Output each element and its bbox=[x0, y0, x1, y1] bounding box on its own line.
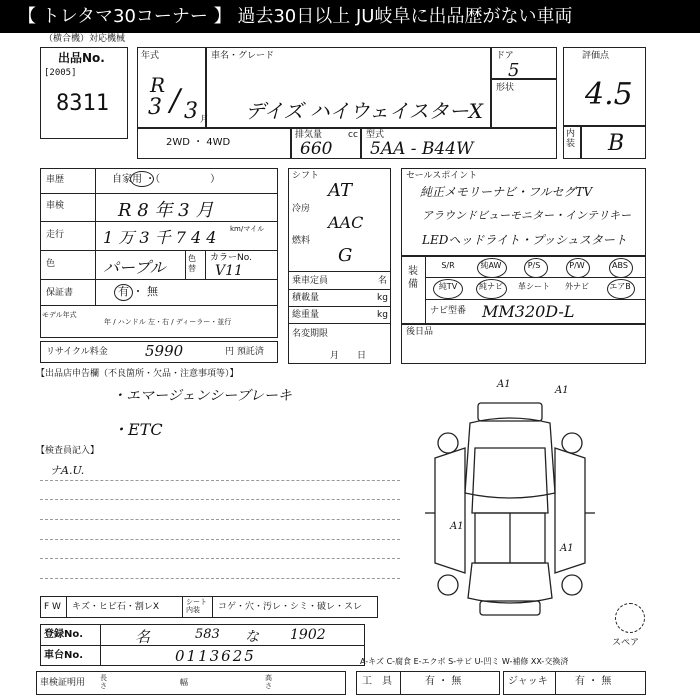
spare-label: スペア bbox=[612, 638, 640, 648]
auction-sheet bbox=[0, 33, 700, 700]
length-label: 長さ bbox=[100, 674, 107, 690]
sales-line-3: LEDヘッドライト・プッシュスタート bbox=[422, 233, 627, 247]
load-label: 積載量 bbox=[292, 293, 320, 303]
circle-abs bbox=[609, 258, 633, 278]
recycle-label: リサイクル料金 bbox=[46, 347, 108, 357]
reg-class: 583 bbox=[195, 627, 220, 642]
handle-label: 年 / ハンドル 左・右 / ディーラー・並行 bbox=[104, 318, 232, 326]
after-box bbox=[401, 324, 646, 364]
weight-unit: kg bbox=[377, 310, 388, 320]
banner-text: 【 トレタマ30コーナー 】 過去30日以上 JU岐阜に出品歴がない車両 bbox=[18, 6, 573, 27]
windshield bbox=[472, 448, 548, 513]
fuel-value: G bbox=[338, 245, 353, 266]
sales-line-2: アラウンドビューモニター・インテリキー bbox=[422, 209, 631, 222]
color-code-label: カラーNo. bbox=[210, 253, 252, 263]
equip-pw: P/W bbox=[569, 261, 585, 270]
declaration-line-2: ・ETC bbox=[112, 420, 163, 439]
mileage-label: 走行 bbox=[46, 230, 65, 240]
fuel-label: 燃料 bbox=[292, 236, 311, 246]
jack-value: 有 ・ 無 bbox=[575, 676, 612, 687]
declaration-label: 【出品店申告欄（不良箇所・欠品・注意事項等）】 bbox=[36, 369, 239, 379]
equipment-label: 装備 bbox=[408, 266, 418, 290]
reg-area: 名 bbox=[135, 628, 151, 646]
reg-number: 1902 bbox=[290, 627, 326, 643]
height-label: 高さ bbox=[265, 674, 272, 690]
color-label: 色 bbox=[46, 259, 56, 269]
interior-value: B bbox=[608, 131, 625, 156]
era-value: R bbox=[150, 73, 166, 97]
reg-no-label: 登録No. bbox=[44, 629, 84, 640]
year-value: 3 bbox=[148, 95, 162, 120]
circle-tv bbox=[433, 279, 463, 299]
doors-label: ドア bbox=[496, 51, 514, 61]
equip-abs: ABS bbox=[612, 261, 628, 270]
inspector-note: ナA.U. bbox=[50, 464, 85, 477]
rear-right-wheel bbox=[562, 575, 582, 595]
seat-legend: コゲ・穴・汚レ・シミ・破レ・スレ bbox=[218, 602, 363, 612]
mileage-unit: km/マイル bbox=[230, 225, 265, 233]
right-side bbox=[555, 448, 585, 573]
fw-legend: キズ・ヒビ石・割レX bbox=[72, 602, 159, 612]
equip-ps: P/S bbox=[527, 261, 541, 270]
damage-mark-1: A1 bbox=[497, 379, 511, 390]
top-banner bbox=[0, 0, 700, 33]
left-side bbox=[435, 448, 465, 573]
fw-label: F W bbox=[44, 602, 61, 612]
load-unit: kg bbox=[377, 293, 388, 303]
lot-number: 8311 bbox=[56, 91, 109, 116]
year-slash: / bbox=[170, 83, 181, 118]
doors-value: 5 bbox=[508, 60, 520, 81]
shift-value: AT bbox=[328, 180, 353, 201]
sales-label: セールスポイント bbox=[406, 171, 478, 181]
lot-year: [2005] bbox=[44, 68, 77, 78]
reg-kana: な bbox=[245, 629, 259, 645]
recycle-value: 5990 bbox=[145, 342, 184, 360]
circle-ps bbox=[524, 258, 548, 278]
prev-label: （横合機）対応機械 bbox=[44, 34, 126, 44]
inspection-label: 車検 bbox=[46, 201, 65, 211]
front-right-wheel bbox=[562, 433, 582, 453]
cc-label: cc bbox=[348, 130, 358, 140]
year-label: 年式 bbox=[141, 51, 160, 61]
tools-label: 工 具 bbox=[362, 676, 392, 687]
equip-leather: 革シート bbox=[518, 282, 550, 291]
model-label: 型式 bbox=[366, 130, 385, 140]
color-change-label: 色替 bbox=[188, 254, 196, 273]
color-code-value: V11 bbox=[215, 263, 243, 279]
rear-left-wheel bbox=[438, 575, 458, 595]
score-label: 評価点 bbox=[582, 51, 610, 61]
capacity-label: 乗車定員 bbox=[292, 276, 329, 286]
equip-airbag: エアB bbox=[609, 282, 631, 291]
damage-mark-2: A1 bbox=[555, 385, 569, 396]
ac-label: 冷房 bbox=[292, 204, 311, 214]
chassis-value: 0113625 bbox=[175, 647, 256, 665]
model-year-label: モデル年式 bbox=[42, 311, 77, 319]
after-label: 後日品 bbox=[406, 327, 434, 337]
width-label: 幅 bbox=[180, 678, 188, 687]
jack-label: ジャッキ bbox=[508, 676, 548, 687]
declaration-line-1: ・エマージェンシーブレーキ bbox=[112, 388, 292, 404]
circle-pw bbox=[566, 258, 590, 278]
circle-navi bbox=[476, 279, 507, 299]
navi-model-label: ナビ型番 bbox=[430, 306, 467, 316]
mileage-value: 1 万 3 千 7 4 4 bbox=[103, 228, 217, 247]
cert-label: 車検証明用 bbox=[40, 678, 86, 688]
lot-label: 出品No. bbox=[58, 51, 105, 65]
reg-change-unit: 月 日 bbox=[330, 351, 367, 361]
warranty-value: 有 ・ 無 bbox=[118, 285, 158, 298]
circle-aw bbox=[477, 258, 507, 278]
history-label: 車歴 bbox=[46, 175, 65, 185]
color-value: パープル bbox=[103, 258, 166, 277]
equip-ext-navi: 外ナビ bbox=[565, 282, 589, 291]
interior-label: 内装 bbox=[566, 129, 576, 149]
damage-mark-3: A1 bbox=[450, 521, 464, 532]
rear-body bbox=[468, 563, 552, 603]
inspector-label: 【検査員記入】 bbox=[36, 446, 100, 456]
sales-line-1: 純正メモリーナビ・フルセグTV bbox=[420, 185, 593, 199]
ac-value: AAC bbox=[328, 213, 364, 232]
capacity-unit: 名 bbox=[378, 276, 388, 286]
equip-navi: 純ナビ bbox=[479, 282, 503, 291]
history-value: 自家用 ・（ ） bbox=[112, 174, 221, 185]
front-left-wheel bbox=[438, 433, 458, 453]
month-unit: 月 bbox=[200, 115, 210, 125]
seat-label: シート内装 bbox=[186, 598, 207, 614]
inspection-value: R 8 年 3 月 bbox=[118, 200, 214, 221]
damage-mark-4: A1 bbox=[560, 543, 574, 554]
shift-label: シフト bbox=[292, 171, 320, 181]
weight-label: 総重量 bbox=[292, 310, 320, 320]
history-circle bbox=[130, 171, 154, 187]
front-body bbox=[465, 418, 555, 498]
warranty-label: 保証書 bbox=[46, 288, 74, 298]
chassis-label: 車台No. bbox=[44, 650, 84, 661]
warranty-circle bbox=[114, 284, 133, 301]
reg-change-label: 名変期限 bbox=[292, 329, 329, 339]
drive-label: 2WD ・ 4WD bbox=[166, 137, 231, 148]
model-value: 5AA - B44W bbox=[370, 139, 474, 159]
equip-sr: S/R bbox=[441, 261, 455, 270]
month-value: 3 bbox=[184, 99, 198, 124]
recycle-unit: 円 預託済 bbox=[225, 347, 264, 357]
displacement-label: 排気量 bbox=[295, 130, 323, 140]
score-value: 4.5 bbox=[585, 77, 633, 112]
displacement-value: 660 bbox=[300, 139, 333, 159]
equip-tv: 純TV bbox=[438, 282, 458, 291]
damage-legend: A-キズ C-腐食 E-エクボ S-サビ U-凹ミ W-補修 XX-交換済 bbox=[360, 657, 569, 666]
car-name-label: 車名・グレード bbox=[211, 51, 275, 61]
tools-value: 有 ・ 無 bbox=[425, 676, 462, 687]
car-damage-diagram bbox=[420, 373, 600, 633]
circle-airbag bbox=[607, 279, 635, 299]
equip-aw: 純AW bbox=[480, 261, 502, 270]
spare-tire-icon bbox=[615, 603, 645, 633]
car-name-value: デイズ ハイウェイスターX bbox=[245, 99, 483, 123]
shape-label: 形状 bbox=[496, 83, 515, 93]
navi-model-value: MM320D-L bbox=[482, 302, 575, 321]
